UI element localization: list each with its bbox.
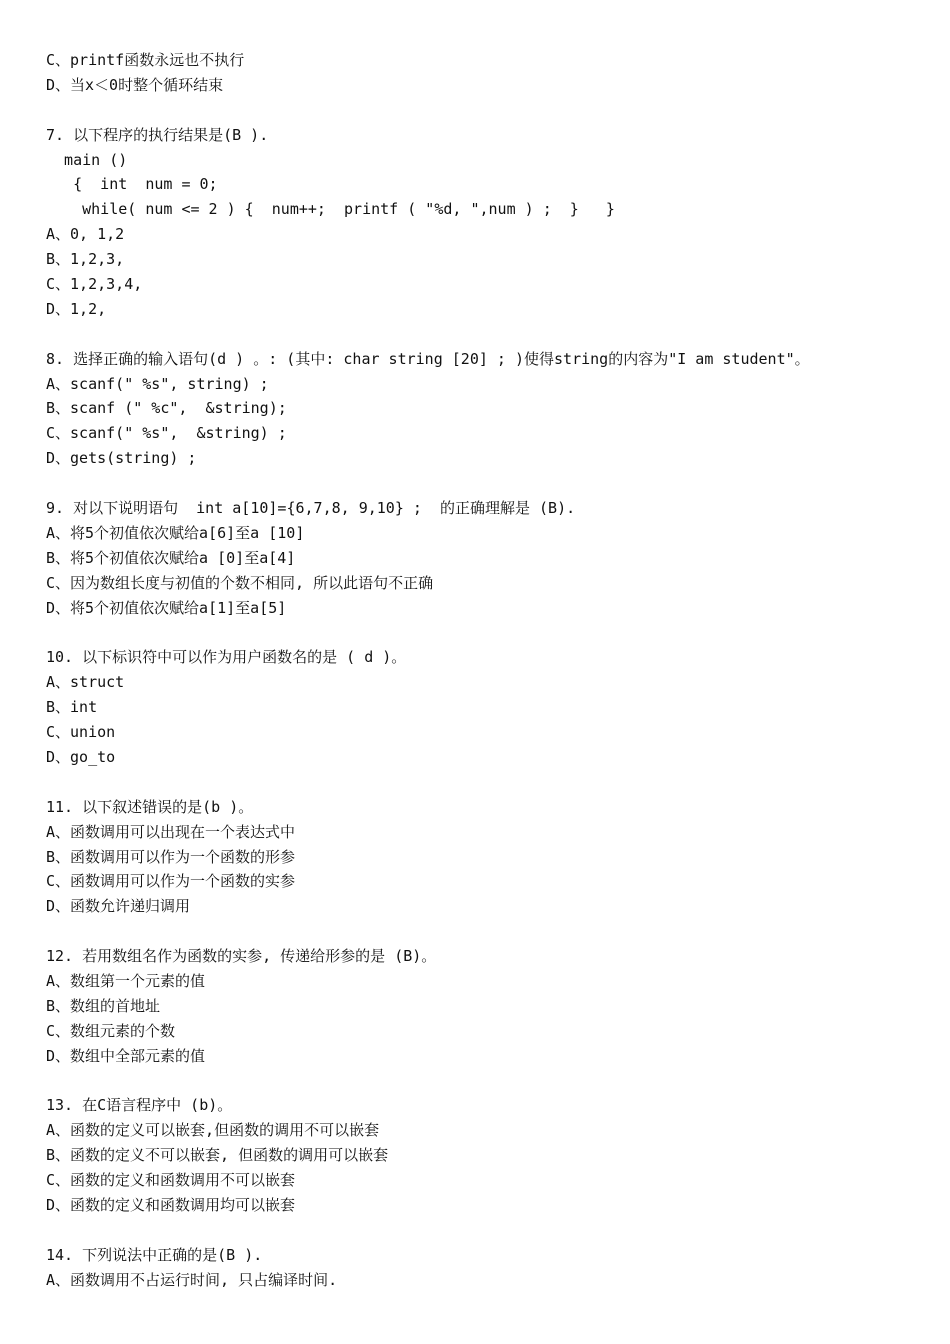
- question-stem: 11. 以下叙述错误的是(b )。: [46, 797, 254, 816]
- block-spacer: [46, 98, 926, 123]
- answer-option: A、struct: [46, 673, 125, 692]
- answer-option: D、数组中全部元素的值: [46, 1046, 206, 1065]
- question-stem: 13. 在C语言程序中 (b)。: [46, 1096, 233, 1115]
- code-line: while( num <= 2 ) { num++; printf ( "%d, ",num ) ; } }: [46, 200, 615, 219]
- answer-option: C、scanf(" %s", &string) ;: [46, 424, 287, 443]
- question-stem: 12. 若用数组名作为函数的实参, 传递给形参的是 (B)。: [46, 947, 437, 966]
- answer-option: A、函数调用可以出现在一个表达式中: [46, 822, 296, 841]
- block-spacer: [46, 1218, 926, 1243]
- answer-option: D、函数的定义和函数调用均可以嵌套: [46, 1195, 296, 1214]
- block-spacer: [46, 770, 926, 795]
- answer-option: A、0, 1,2: [46, 225, 125, 244]
- document-page: [46, 48, 926, 1293]
- answer-option: C、数组元素的个数: [46, 1021, 176, 1040]
- answer-option: D、gets(string) ;: [46, 449, 197, 468]
- answer-option: C、函数调用可以作为一个函数的实参: [46, 872, 296, 891]
- answer-option: D、函数允许递归调用: [46, 897, 191, 916]
- answer-option: D、将5个初值依次赋给a[1]至a[5]: [46, 598, 287, 617]
- code-line: main (): [46, 150, 128, 169]
- question-stem: 14. 下列说法中正确的是(B ).: [46, 1245, 263, 1264]
- answer-option: C、1,2,3,4,: [46, 275, 143, 294]
- answer-option: B、函数的定义不可以嵌套, 但函数的调用可以嵌套: [46, 1146, 389, 1165]
- answer-option: C、printf函数永远也不执行: [46, 51, 245, 69]
- question-stem: 10. 以下标识符中可以作为用户函数名的是 ( d )。: [46, 648, 407, 667]
- block-spacer: [46, 322, 926, 347]
- block-spacer: [46, 1069, 926, 1094]
- answer-option: A、函数的定义可以嵌套,但函数的调用不可以嵌套: [46, 1121, 380, 1140]
- code-line: { int num = 0;: [46, 175, 218, 194]
- block-spacer: [46, 620, 926, 645]
- answer-option: A、函数调用不占运行时间, 只占编译时间.: [46, 1270, 338, 1289]
- answer-option: C、函数的定义和函数调用不可以嵌套: [46, 1171, 296, 1190]
- answer-option: B、函数调用可以作为一个函数的形参: [46, 847, 296, 866]
- answer-option: A、将5个初值依次赋给a[6]至a [10]: [46, 523, 305, 542]
- question-stem: 8. 选择正确的输入语句(d ) 。: (其中: char string [20] ; )使得string的内容为"I am student"。: [46, 349, 810, 368]
- answer-option: C、union: [46, 723, 116, 742]
- answer-option: D、当x＜0时整个循环结束: [46, 75, 224, 94]
- block-spacer: [46, 471, 926, 496]
- question-stem: 7. 以下程序的执行结果是(B ).: [46, 125, 269, 144]
- answer-option: A、数组第一个元素的值: [46, 971, 206, 990]
- answer-option: B、scanf (" %c", &string);: [46, 399, 287, 418]
- question-stem: 9. 对以下说明语句 int a[10]={6,7,8, 9,10} ; 的正确理解是 (B).: [46, 499, 576, 518]
- answer-option: D、go_to: [46, 747, 116, 766]
- answer-option: C、因为数组长度与初值的个数不相同, 所以此语句不正确: [46, 573, 434, 592]
- answer-option: A、scanf(" %s", string) ;: [46, 374, 269, 393]
- block-spacer: [46, 919, 926, 944]
- answer-option: B、int: [46, 698, 98, 717]
- answer-option: B、将5个初值依次赋给a [0]至a[4]: [46, 548, 296, 567]
- answer-option: D、1,2,: [46, 299, 107, 318]
- answer-option: B、数组的首地址: [46, 996, 161, 1015]
- answer-option: B、1,2,3,: [46, 250, 125, 269]
